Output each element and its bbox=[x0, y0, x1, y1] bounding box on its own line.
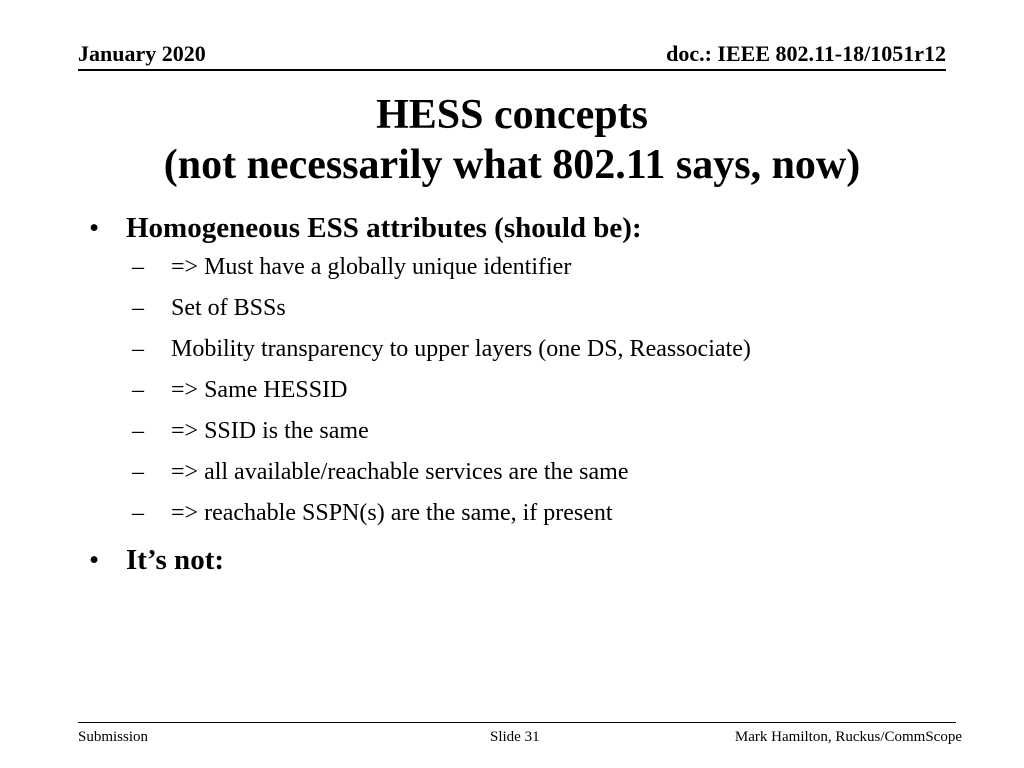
sub-bullet-marker: – bbox=[132, 418, 144, 444]
sub-bullet-marker: – bbox=[132, 295, 144, 321]
bullet-text: Homogeneous ESS attributes (should be): bbox=[126, 212, 642, 244]
sub-bullet-text: Set of BSSs bbox=[171, 295, 286, 321]
header-divider bbox=[78, 69, 946, 71]
footer-submission: Submission bbox=[78, 729, 149, 745]
bullet-item bbox=[89, 538, 224, 582]
footer-slide-number: Slide 31 bbox=[490, 729, 540, 745]
sub-bullet-item bbox=[132, 291, 286, 325]
sub-bullet-text: => reachable SSPN(s) are the same, if present bbox=[171, 500, 613, 526]
sub-bullet-item bbox=[132, 455, 629, 489]
sub-bullet-text: Mobility transparency to upper layers (one DS, Reassociate) bbox=[171, 336, 751, 362]
sub-bullet-item bbox=[132, 496, 613, 530]
bullet-text: It’s not: bbox=[126, 544, 225, 576]
sub-bullet-marker: – bbox=[132, 377, 144, 403]
bullet-marker: • bbox=[89, 544, 100, 576]
sub-bullet-text: => Same HESSID bbox=[171, 377, 348, 403]
slide-title-line-1: HESS concepts bbox=[376, 92, 648, 138]
sub-bullet-text: => Must have a globally unique identifier bbox=[171, 254, 572, 280]
sub-bullet-marker: – bbox=[132, 459, 144, 485]
sub-bullet-marker: – bbox=[132, 336, 144, 362]
sub-bullet-marker: – bbox=[132, 500, 144, 526]
header-doc-id: doc.: IEEE 802.11-18/1051r12 bbox=[666, 41, 946, 66]
footer-divider bbox=[78, 722, 956, 723]
sub-bullet-item bbox=[132, 373, 347, 407]
bullet-item bbox=[89, 206, 642, 250]
sub-bullet-marker: – bbox=[132, 254, 144, 280]
sub-bullet-item bbox=[132, 332, 751, 366]
sub-bullet-item bbox=[132, 250, 571, 284]
sub-bullet-item bbox=[132, 414, 369, 448]
footer-author: Mark Hamilton, Ruckus/CommScope bbox=[734, 729, 962, 745]
slide-title-line-2: (not necessarily what 802.11 says, now) bbox=[163, 142, 861, 188]
sub-bullet-text: => all available/reachable services are the same bbox=[171, 459, 629, 485]
bullet-marker: • bbox=[89, 212, 100, 244]
sub-bullet-text: => SSID is the same bbox=[171, 418, 369, 444]
header-date: January 2020 bbox=[78, 41, 206, 66]
slide-title bbox=[0, 90, 1024, 190]
